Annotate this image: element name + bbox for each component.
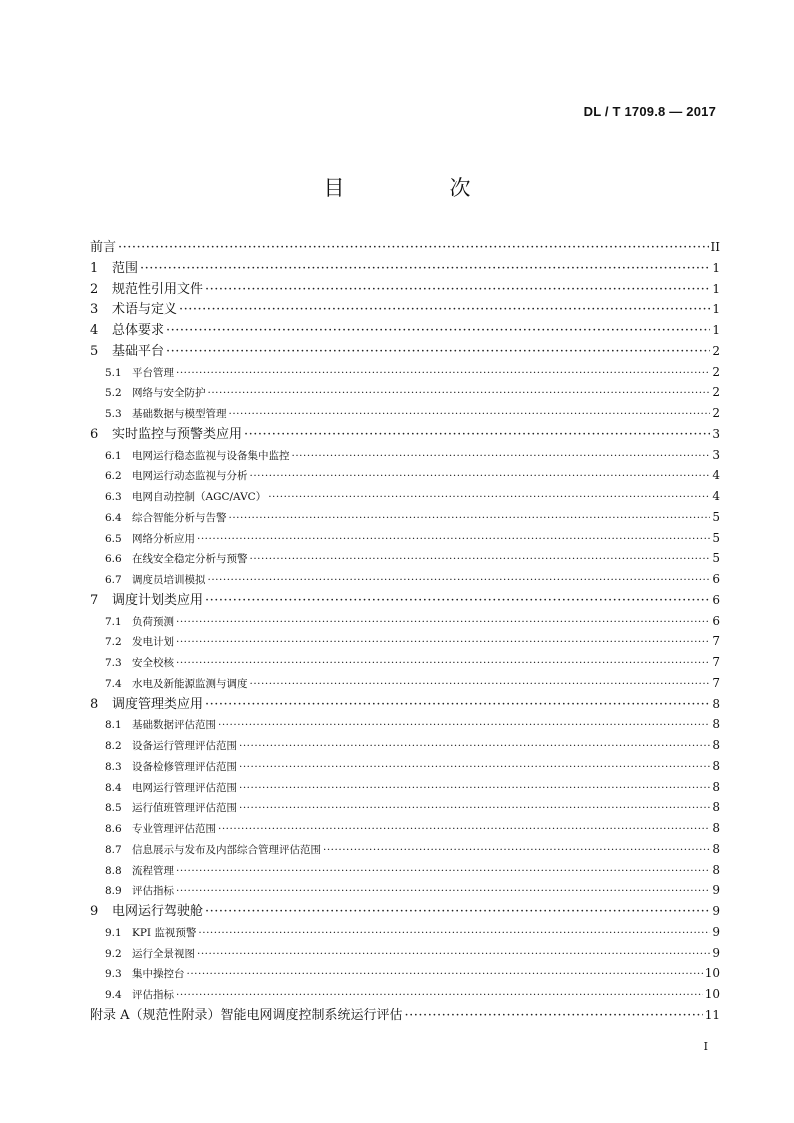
toc-entry-page: 1 [712,302,720,317]
toc-entry-title: 运行值班管理评估范围 [132,802,237,815]
toc-leader-dots [405,1006,703,1027]
toc-entry-number: 7.2 [105,636,122,649]
table-of-contents [90,237,720,1026]
toc-entry-title: 流程管理 [132,864,174,877]
toc-leader-dots [239,798,710,819]
toc-entry-title: 范围 [112,260,139,276]
toc-entry-page: 8 [712,821,720,835]
toc-leader-dots [239,778,710,799]
toc-leader-dots [118,238,709,259]
toc-leader-dots [176,612,710,633]
toc-entry-page: 7 [712,675,720,690]
toc-entry-title: 设备检修管理评估范围 [132,760,237,773]
toc-entry-title: 水电及新能源监测与调度 [132,677,248,690]
toc-entry-number: 8.4 [105,781,122,794]
toc-entry-title: 安全校核 [132,657,174,669]
toc-entry-page: 10 [704,987,720,1001]
toc-entry[interactable] [90,797,720,818]
toc-entry-page: 9 [712,904,720,918]
toc-entry-page: 2 [712,364,720,379]
toc-entry-page: 8 [712,800,720,815]
toc-entry-page: 2 [712,343,720,358]
toc-entry-title: 基础数据评估范围 [132,719,216,732]
toc-entry-page: 5 [712,509,720,524]
toc-entry-page: 8 [712,779,720,794]
toc-entry-number: 8.1 [105,719,122,732]
toc-leader-dots [250,466,711,487]
toc-entry-number: 7 [90,592,99,608]
toc-entry[interactable] [90,963,720,984]
toc-entry-number: 8.2 [105,740,122,752]
toc-leader-dots [229,508,711,529]
toc-leader-dots [239,757,710,778]
toc-entry[interactable] [90,382,720,403]
toc-entry-title: 综合智能分析与告警 [132,511,227,524]
toc-entry[interactable] [90,756,720,777]
toc-leader-dots [176,653,710,674]
toc-leader-dots [205,695,710,716]
page-number: I [703,1040,708,1053]
toc-entry-number: 4 [90,323,99,338]
toc-entry-number: 6 [90,426,99,442]
toc-entry-title: 规范性引用文件 [112,281,204,297]
toc-entry[interactable] [90,735,720,756]
toc-entry-number: 8.3 [105,760,122,773]
toc-entry-page: 5 [712,530,720,545]
toc-entry[interactable] [90,714,720,735]
toc-entry-number: 1 [90,260,99,276]
toc-entry-title: 平台管理 [132,366,174,379]
toc-entry[interactable] [90,548,720,569]
toc-entry[interactable] [90,362,720,383]
toc-leader-dots [179,300,710,321]
toc-entry-number: 2 [90,281,99,297]
toc-entry-title: 电网自动控制（AGC/AVC） [132,491,267,503]
toc-entry-title: 信息展示与发布及内部综合管理评估范围 [132,843,321,856]
toc-entry-number: 8.8 [105,864,122,877]
toc-entry-title: 设备运行管理评估范围 [132,740,237,752]
toc-entry-title: 评估指标 [132,885,174,898]
toc-entry-number: 5.1 [105,366,122,379]
toc-entry-title: 调度管理类应用 [112,696,204,712]
toc-entry-page: 9 [712,924,720,939]
toc-entry-page: 9 [712,883,720,898]
toc-entry-title: 前言 [90,240,117,255]
toc-entry-number: 3 [90,302,99,318]
toc-leader-dots [205,902,710,923]
toc-entry-page: 8 [712,696,720,711]
toc-entry-title: 调度员培训模拟 [132,574,206,586]
toc-entry-title: 专业管理评估范围 [132,823,216,835]
toc-entry-number: 9.3 [105,968,122,981]
toc-entry[interactable] [90,860,720,881]
toc-entry[interactable] [90,258,720,279]
toc-entry[interactable] [90,694,720,715]
toc-entry-number: 6.3 [105,491,122,503]
page-title: 目 次 [323,176,513,200]
toc-entry-title: 总体要求 [112,323,165,338]
toc-entry-page: 1 [712,323,720,337]
toc-entry-number: 9.2 [105,947,122,960]
toc-entry-title: KPI 监视预警 [132,926,197,939]
toc-entry-title: 实时监控与预警类应用 [112,426,243,442]
toc-entry[interactable] [90,631,720,652]
toc-entry-page: 8 [712,841,720,856]
toc-entry[interactable] [90,445,720,466]
toc-leader-dots [197,944,710,965]
toc-entry[interactable] [90,1005,720,1026]
toc-entry-number: 6.4 [105,511,122,524]
toc-entry[interactable] [90,652,720,673]
document-code: DL / T 1709.8 — 2017 [583,104,716,119]
toc-entry-number: 6.1 [105,449,122,462]
toc-entry-number: 5 [90,343,99,359]
toc-entry-title: 集中操控台 [132,968,185,981]
toc-entry-page: 7 [712,655,720,669]
toc-entry-number: 6.6 [105,553,122,566]
toc-entry-title: 附录 A（规范性附录）智能电网调度控制系统运行评估 [90,1007,403,1023]
toc-entry[interactable] [90,507,720,528]
toc-entry-number: 7.4 [105,677,122,690]
toc-entry[interactable] [90,922,720,943]
toc-entry-title: 评估指标 [132,989,174,1001]
toc-leader-dots [268,487,710,508]
toc-entry-title: 负荷预测 [132,615,174,628]
toc-entry[interactable] [90,943,720,964]
toc-entry-page: 7 [712,634,720,649]
toc-leader-dots [205,591,710,612]
toc-entry-number: 7.3 [105,657,122,669]
toc-entry-page: 6 [712,613,720,628]
toc-entry-number: 8 [90,696,99,712]
toc-entry[interactable] [90,341,720,362]
toc-entry-title: 运行全景视图 [132,947,195,960]
toc-entry[interactable] [90,901,720,922]
toc-entry[interactable] [90,279,720,300]
toc-entry[interactable] [90,424,720,445]
toc-leader-dots [198,923,710,944]
toc-entry-number: 9 [90,904,99,919]
toc-entry-page: 5 [712,551,720,566]
toc-entry-title: 电网运行动态监视与分析 [132,470,248,483]
toc-entry[interactable] [90,569,720,590]
toc-entry-page: 3 [712,447,720,462]
toc-leader-dots [176,985,703,1006]
toc-entry-title: 电网运行稳态监视与设备集中监控 [132,449,290,462]
toc-leader-dots [176,881,710,902]
toc-entry-page: 8 [712,738,720,752]
toc-leader-dots [292,446,711,467]
toc-entry-page: 10 [704,966,720,981]
toc-leader-dots [140,259,710,280]
toc-entry-number: 6.2 [105,470,122,483]
toc-entry-title: 基础数据与模型管理 [132,408,227,420]
toc-entry-title: 术语与定义 [112,302,178,318]
toc-leader-dots [208,383,711,404]
toc-entry[interactable] [90,486,720,507]
toc-entry-number: 9.4 [105,989,122,1001]
toc-entry[interactable] [90,320,720,341]
toc-entry-title: 电网运行管理评估范围 [132,781,237,794]
toc-entry-number: 5.3 [105,408,122,420]
toc-entry[interactable] [90,465,720,486]
toc-entry-number: 7.1 [105,615,122,628]
toc-entry-page: 6 [712,572,720,586]
toc-entry-page: 4 [712,468,720,483]
toc-entry-page: 11 [704,1007,720,1022]
toc-entry[interactable] [90,237,720,258]
toc-leader-dots [205,280,710,301]
toc-leader-dots [218,819,710,840]
toc-entry-title: 调度计划类应用 [112,592,204,608]
toc-leader-dots [187,964,703,985]
toc-leader-dots [250,674,711,695]
toc-entry[interactable] [90,590,720,611]
toc-entry-number: 9.1 [105,926,122,939]
toc-entry-title: 基础平台 [112,343,165,359]
toc-leader-dots [323,840,710,861]
toc-entry-page: 9 [712,945,720,960]
toc-entry-page: 8 [712,758,720,773]
toc-entry[interactable] [90,299,720,320]
toc-entry-title: 网络与安全防护 [132,387,206,400]
toc-entry-page: 3 [712,426,720,441]
toc-entry-number: 8.6 [105,823,122,835]
toc-entry[interactable] [90,818,720,839]
toc-leader-dots [239,736,710,757]
toc-entry-number: 6.7 [105,574,122,586]
toc-leader-dots [176,363,710,384]
toc-entry[interactable] [90,528,720,549]
toc-leader-dots [218,715,710,736]
toc-leader-dots [197,529,710,550]
toc-leader-dots [250,549,711,570]
toc-entry[interactable] [90,839,720,860]
toc-entry-page: 2 [712,406,720,420]
toc-leader-dots [176,861,710,882]
toc-leader-dots [244,425,710,446]
toc-entry[interactable] [90,611,720,632]
toc-entry-title: 在线安全稳定分析与预警 [132,553,248,566]
toc-entry-number: 8.7 [105,843,122,856]
toc-entry-page: 1 [712,260,720,275]
toc-entry-title: 电网运行驾驶舱 [112,904,204,919]
toc-entry-number: 8.5 [105,802,122,815]
toc-entry-number: 8.9 [105,885,122,898]
toc-entry-number: 5.2 [105,387,122,400]
toc-entry[interactable] [90,984,720,1005]
toc-entry-page: 2 [712,385,720,400]
toc-leader-dots [229,404,711,425]
toc-entry-title: 网络分析应用 [132,532,195,545]
toc-entry-number: 6.5 [105,532,122,545]
toc-entry[interactable] [90,673,720,694]
toc-entry[interactable] [90,403,720,424]
toc-leader-dots [208,570,711,591]
toc-entry-title: 发电计划 [132,636,174,649]
toc-entry-page: 6 [712,592,720,607]
toc-entry[interactable] [90,777,720,798]
toc-entry-page: 1 [712,281,720,296]
toc-leader-dots [166,321,710,342]
toc-entry-page: 8 [712,862,720,877]
toc-entry-page: 4 [712,489,720,503]
toc-entry-page: 8 [712,717,720,732]
toc-leader-dots [176,632,710,653]
toc-leader-dots [166,342,710,363]
toc-entry-page: II [710,240,720,254]
toc-entry[interactable] [90,880,720,901]
